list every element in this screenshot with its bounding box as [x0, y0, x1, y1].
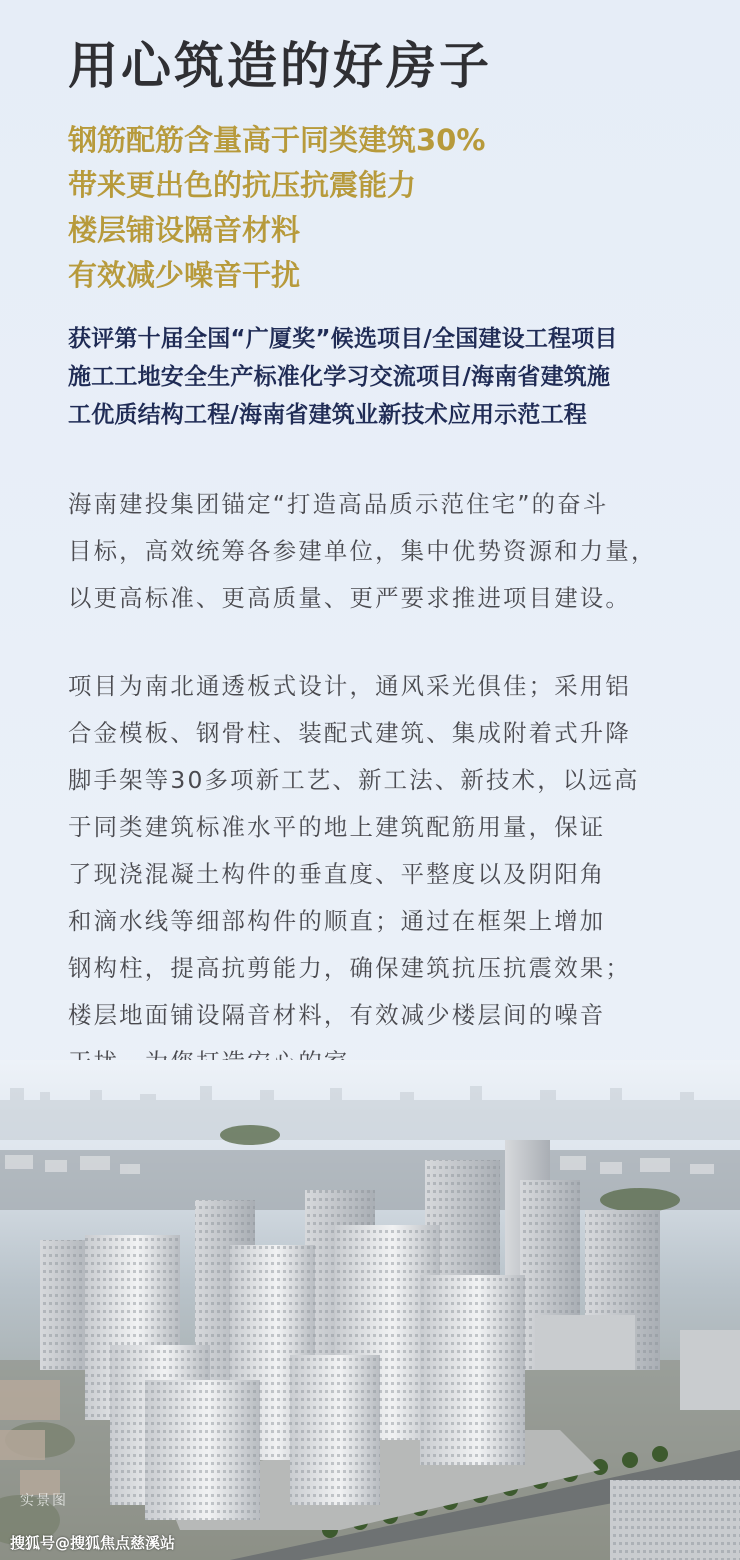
paragraph-line: 以更高标准、更高质量、更严要求推进项目建设。: [68, 584, 631, 612]
paragraph-line: 项目为南北通透板式设计，通风采光俱佳；采用铝: [68, 672, 631, 700]
source-watermark: 搜狐号@搜狐焦点慈溪站: [10, 1534, 176, 1552]
award-line: 获评第十届全国“广厦奖”候选项目/全国建设工程项目: [68, 326, 618, 352]
paragraph-line: 了现浇混凝土构件的垂直度、平整度以及阴阳角: [68, 860, 606, 888]
paragraph-line: 于同类建筑标准水平的地上建筑配筋用量，保证: [68, 813, 606, 841]
highlight-line: 钢筋配筋含量高于同类建筑30%: [68, 123, 486, 157]
award-line: 工优质结构工程/海南省建筑业新技术应用示范工程: [68, 402, 588, 428]
highlight-line: 带来更出色的抗压抗震能力: [68, 168, 417, 202]
city-illustration: [0, 1060, 740, 1560]
paragraph-line: 海南建投集团锚定“打造高品质示范住宅”的奋斗: [68, 490, 609, 518]
body-paragraph-2: [68, 663, 698, 1086]
highlight-line: 有效减少噪音干扰: [68, 258, 301, 292]
award-text: [68, 320, 708, 434]
award-line: 施工工地安全生产标准化学习交流项目/海南省建筑施: [68, 364, 611, 390]
body-paragraph-1: [68, 481, 698, 622]
page-title: 用心筑造的好房子: [68, 37, 492, 95]
highlight-list: [68, 118, 688, 298]
paragraph-line: 和滴水线等细部构件的顺直；通过在框架上增加: [68, 907, 606, 935]
paragraph-line: 楼层地面铺设隔音材料，有效减少楼层间的噪音: [68, 1001, 606, 1029]
paragraph-line: 钢构柱，提高抗剪能力，确保建筑抗压抗震效果；: [68, 954, 631, 982]
aerial-city-photo: [0, 1060, 740, 1560]
paragraph-line: 脚手架等30多项新工艺、新工法、新技术，以远高: [68, 766, 640, 794]
photo-caption: 实景图: [20, 1493, 68, 1509]
highlight-line: 楼层铺设隔音材料: [68, 213, 301, 247]
paragraph-line: 合金模板、钢骨柱、装配式建筑、集成附着式升降: [68, 719, 631, 747]
paragraph-line: 目标，高效统筹各参建单位，集中优势资源和力量，: [68, 537, 657, 565]
